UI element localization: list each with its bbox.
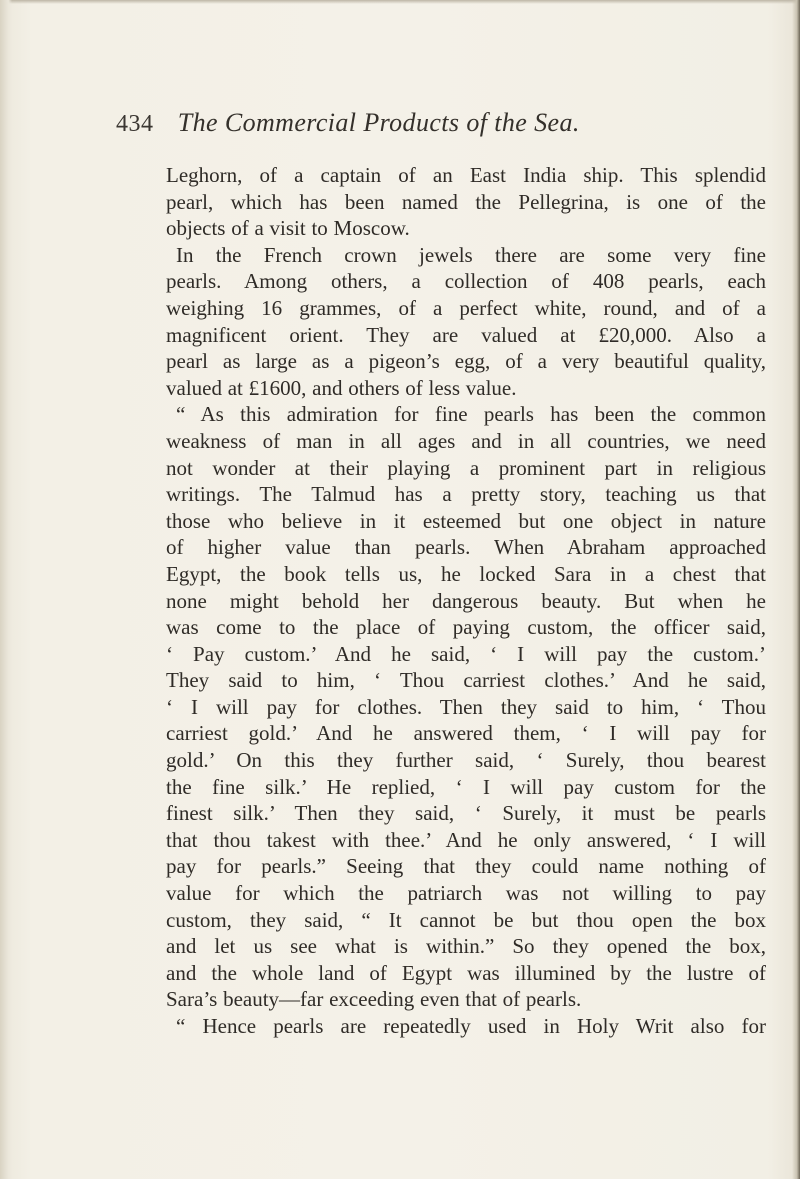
text-line: and the whole land of Egypt was illumined by the lustre of xyxy=(166,960,766,985)
text-line: that thou takest with thee.’ And he only answered, ‘ I will xyxy=(166,827,766,852)
text-line: custom, they said, “ It cannot be but thou open the box xyxy=(166,907,766,932)
text-line: and let us see what is within.” So they opened the box, xyxy=(166,934,766,959)
text-line: They said to him, ‘ Thou carriest clothes.’ And he said, xyxy=(166,668,766,693)
text-line: pearl, which has been named the Pellegrina, is one of the xyxy=(166,189,766,214)
text-line: was come to the place of paying custom, the officer said, xyxy=(166,615,766,640)
text-line: of higher value than pearls. When Abraham approached xyxy=(166,535,766,560)
text-line: pay for pearls.” Seeing that they could name nothing of xyxy=(166,854,766,879)
text-line: ‘ Pay custom.’ And he said, ‘ I will pay the custom.’ xyxy=(166,641,766,666)
text-line: writings. The Talmud has a pretty story, teaching us that xyxy=(166,482,766,507)
running-header xyxy=(116,103,716,143)
text-line: “ As this admiration for fine pearls has been the common xyxy=(176,402,766,427)
text-line: “ Hence pearls are repeatedly used in Holy Writ also for xyxy=(176,1014,766,1038)
text-line: Egypt, the book tells us, he locked Sara in a chest that xyxy=(166,561,766,586)
text-line: the fine silk.’ He replied, ‘ I will pay custom for the xyxy=(166,774,766,799)
text-line: value for which the patriarch was not willing to pay xyxy=(166,881,766,906)
text-line: magnificent orient. They are valued at £20,000. Also a xyxy=(166,322,766,347)
text-line: finest silk.’ Then they said, ‘ Surely, it must be pearls xyxy=(166,801,766,826)
text-line: weighing 16 grammes, of a perfect white, round, and of a xyxy=(166,295,766,320)
text-line: pearl as large as a pigeon’s egg, of a very beautiful quality, xyxy=(166,349,766,374)
text-line: ‘ I will pay for clothes. Then they said to him, ‘ Thou xyxy=(166,694,766,719)
text-line: gold.’ On this they further said, ‘ Surely, thou bearest xyxy=(166,748,766,773)
page-gutter-shadow xyxy=(0,0,12,1179)
text-line: weakness of man in all ages and in all countries, we need xyxy=(166,428,766,453)
text-line: valued at £1600, and others of less value. xyxy=(166,375,517,400)
text-line: those who believe in it esteemed but one object in nature xyxy=(166,508,766,533)
page-number: 434 xyxy=(116,111,154,137)
text-line: Sara’s beauty—far exceeding even that of pearls. xyxy=(166,987,582,1012)
text-line: pearls. Among others, a collection of 408 pearls, each xyxy=(166,269,766,294)
page-right-edge-shadow xyxy=(792,0,800,1179)
body-text xyxy=(166,162,766,1040)
text-line: Leghorn, of a captain of an East India ship. This splendid xyxy=(166,163,766,187)
running-title: The Commercial Products of the Sea. xyxy=(177,108,580,137)
page-top-edge xyxy=(0,0,800,4)
text-line: carriest gold.’ And he answered them, ‘ I will pay for xyxy=(166,721,766,746)
text-line: not wonder at their playing a prominent part in religious xyxy=(166,455,766,480)
text-line: objects of a visit to Moscow. xyxy=(166,216,410,241)
text-line: In the French crown jewels there are some very fine xyxy=(176,242,766,267)
text-line: none might behold her dangerous beauty. But when he xyxy=(166,588,766,613)
